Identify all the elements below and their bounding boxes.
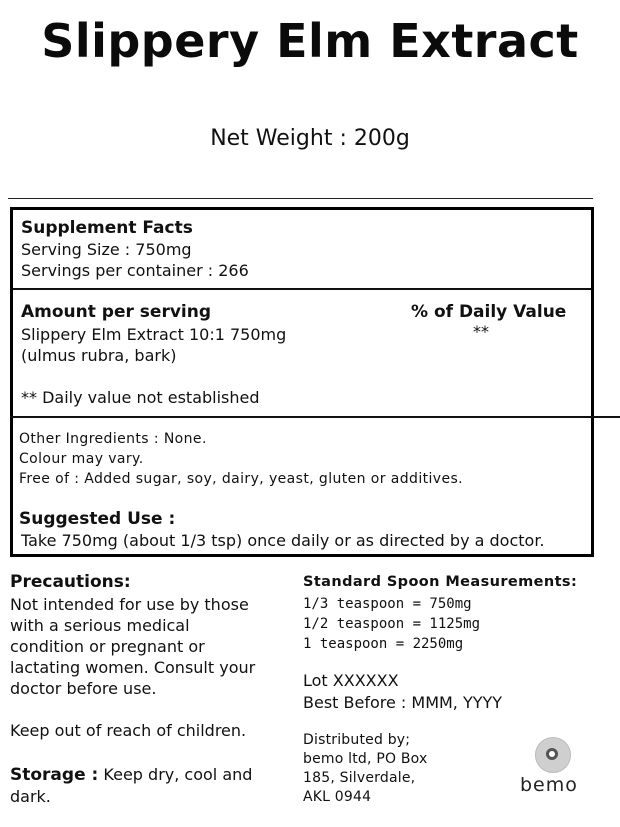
keep-out-of-reach: Keep out of reach of children. <box>10 721 247 740</box>
best-before: Best Before : MMM, YYYY <box>303 693 503 712</box>
ingredient-line: Slippery Elm Extract 10:1 750mg <box>21 325 287 344</box>
precaution-line-2: with a serious medical <box>10 616 190 635</box>
spoon-line-1: 1/3 teaspoon = 750mg <box>303 596 472 612</box>
storage-text: Keep dry, cool and <box>103 765 253 784</box>
distributor-line-4: AKL 0944 <box>303 789 372 805</box>
bemo-logo-icon <box>535 737 571 773</box>
storage-heading: Storage : <box>10 765 99 785</box>
net-weight: Net Weight : 200g <box>210 126 410 151</box>
supplement-facts-panel <box>10 207 594 557</box>
daily-value-footnote: ** Daily value not established <box>21 388 260 407</box>
bemo-logo-text: bemo <box>520 774 578 796</box>
suggested-use-text: Take 750mg (about 1/3 tsp) once daily or as directed by a doctor. <box>21 531 545 550</box>
precaution-line-4: lactating women. Consult your <box>10 658 256 677</box>
product-title: Slippery Elm Extract <box>41 14 579 68</box>
distributor-line-1: Distributed by; <box>303 732 411 748</box>
servings-per-container: Servings per container : 266 <box>21 261 249 280</box>
header-divider <box>8 198 593 199</box>
ingredient-source: (ulmus rubra, bark) <box>21 346 177 365</box>
precautions-heading: Precautions: <box>10 572 131 592</box>
distributor-line-2: bemo ltd, PO Box <box>303 751 428 767</box>
serving-size: Serving Size : 750mg <box>21 240 192 259</box>
spoon-heading: Standard Spoon Measurements: <box>303 574 578 590</box>
facts-divider-1 <box>13 288 591 290</box>
amount-per-serving-heading: Amount per serving <box>21 302 212 322</box>
spoon-line-3: 1 teaspoon = 2250mg <box>303 636 464 652</box>
precaution-line-5: doctor before use. <box>10 679 157 698</box>
distributor-line-3: 185, Silverdale, <box>303 770 416 786</box>
daily-value-heading: % of Daily Value <box>411 302 567 322</box>
facts-divider-2 <box>10 416 620 418</box>
storage-line-1 <box>10 764 252 786</box>
precaution-line-3: condition or pregnant or <box>10 637 205 656</box>
logo-ring-icon <box>546 748 558 760</box>
colour-note: Colour may vary. <box>19 451 144 467</box>
suggested-use-heading: Suggested Use : <box>19 509 176 529</box>
spoon-line-2: 1/2 teaspoon = 1125mg <box>303 616 481 632</box>
other-ingredients: Other Ingredients : None. <box>19 431 207 447</box>
precaution-line-1: Not intended for use by those <box>10 595 249 614</box>
daily-value-marker: ** <box>473 322 489 341</box>
storage-line-2: dark. <box>10 787 51 806</box>
free-of-note: Free of : Added sugar, soy, dairy, yeast, gluten or additives. <box>19 471 464 487</box>
supplement-facts-heading: Supplement Facts <box>21 218 193 238</box>
lot-number: Lot XXXXXX <box>303 671 399 690</box>
